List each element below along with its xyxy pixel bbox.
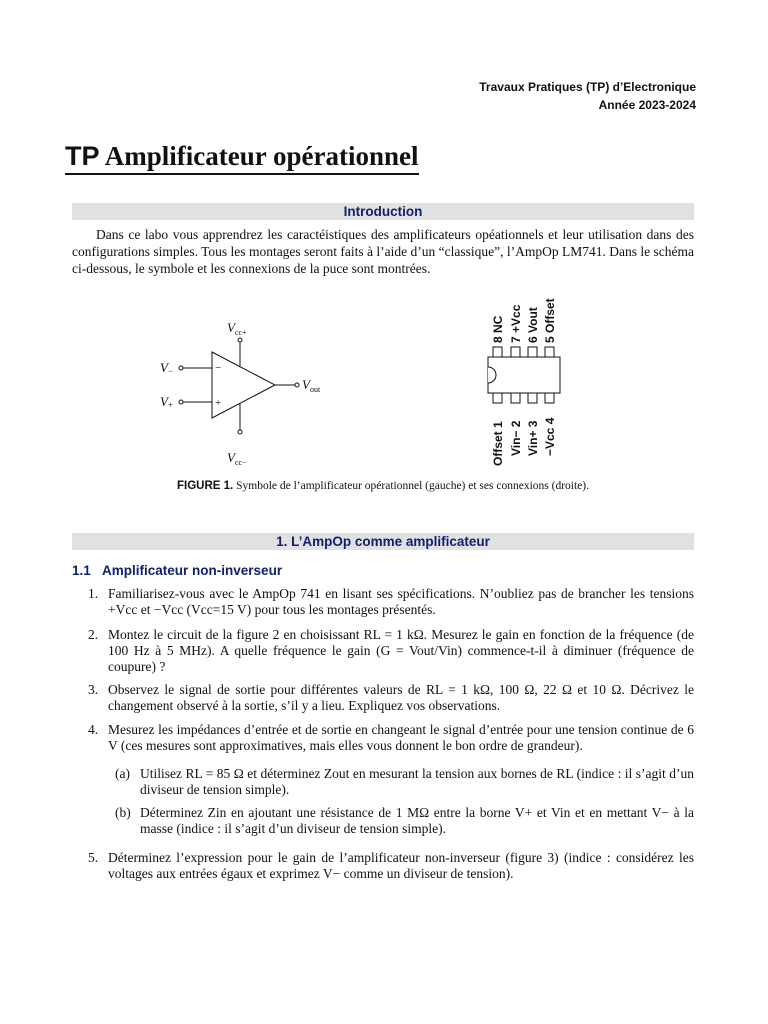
- document-header: [479, 78, 696, 114]
- section-heading-1: 1. L’AmpOp comme amplificateur: [72, 533, 694, 550]
- pin-7: [511, 347, 520, 357]
- academic-year: Année 2023-2024: [598, 98, 696, 112]
- intro-paragraph: Dans ce labo vous apprendrez les caractéistiques des amplificateurs opéationnels et leur utilisation dans des configurations simples. Tous les montages seront faits à l’aide d’un “classique”, l’AmpOp LM741. Dans le schéma ci-dessous, le symbole et les connexions de la puce sont montrées.: [72, 227, 694, 276]
- opamp-triangle: [212, 352, 275, 418]
- pin-2: [511, 393, 520, 403]
- label-vcc-plus: $V_{cc+}$: [227, 320, 247, 337]
- title-prefix: TP: [65, 141, 100, 171]
- list-item: 4. Mesurez les impédances d’entrée et de sortie en changeant le signal d’entrée pour une tension continue de 6 V (ces mesures sont approximatives, mais elles vous donnent le bon ordre de grandeur).: [88, 722, 694, 753]
- title-text: Amplificateur opérationnel: [104, 141, 419, 171]
- section-heading-introduction: Introduction: [72, 203, 694, 220]
- pin-label-4: −Vcc 4: [543, 417, 557, 456]
- caption-text: Symbole de l’amplificateur opérationnel (gauche) et ses connexions (droite).: [236, 480, 589, 492]
- ic-pinout: [488, 347, 560, 403]
- course-title: Travaux Pratiques (TP) d’Electronique: [479, 80, 696, 94]
- page-title: [65, 140, 419, 175]
- pin-label-8: 8 NC: [491, 315, 505, 343]
- sub-list-item: (b) Déterminez Zin en ajoutant une résistance de 1 MΩ entre la borne V+ et Vin et en mettant V− à la masse (indice : il s’agit d’un diviseur de tension simple).: [115, 805, 694, 836]
- pin-label-2: Vin− 2: [509, 420, 523, 456]
- subsection-number: 1.1: [72, 563, 91, 578]
- list-item: 5. Déterminez l’expression pour le gain de l’amplificateur non-inverseur (figure 3) (indice : considérez les voltages aux entrées égaux et exprimez V− comme un diviseur de tension).: [88, 850, 694, 881]
- pin-label-6: 6 Vout: [526, 307, 540, 343]
- pin-8: [493, 347, 502, 357]
- pin-label-5: 5 Offset: [543, 298, 557, 343]
- ic-body: [488, 357, 560, 393]
- label-vminus: V−: [160, 360, 174, 376]
- caption-label: FIGURE 1.: [177, 480, 234, 492]
- list-item: 3. Observez le signal de sortie pour différentes valeurs de RL = 1 kΩ, 100 Ω, 22 Ω et 10 Ω. Décrivez le changement observé à la sortie, s’il y a lieu. Expliquez vos observations.: [88, 682, 694, 713]
- figure-1: [150, 290, 570, 470]
- pin-label-3: Vin+ 3: [526, 420, 540, 456]
- subsection-heading: [72, 563, 282, 578]
- pin-3: [528, 393, 537, 403]
- subsection-title: Amplificateur non-inverseur: [102, 563, 283, 578]
- plus-sign: +: [215, 397, 222, 409]
- pin-label-7: 7 +Vcc: [509, 304, 523, 343]
- pin-5: [545, 347, 554, 357]
- pin-label-1: Offset 1: [491, 421, 505, 466]
- figure-caption: [72, 480, 694, 492]
- pin-1: [493, 393, 502, 403]
- label-vplus: V+: [160, 394, 174, 410]
- pin-6: [528, 347, 537, 357]
- pin-4: [545, 393, 554, 403]
- list-item: 2. Montez le circuit de la figure 2 en choisissant RL = 1 kΩ. Mesurez le gain en fonction de la fréquence (de 100 Hz à 5 MHz). A quelle fréquence le gain (G = Vout/Vin) commence-t-il à diminuer (fréquence de coupure) ?: [88, 627, 694, 674]
- label-vout: $V_{out}$: [302, 377, 321, 394]
- minus-sign: −: [215, 362, 222, 374]
- opamp-symbol: [179, 338, 299, 434]
- list-item: 1. Familiarisez-vous avec le AmpOp 741 en lisant ses spécifications. N’oubliez pas de brancher les tensions +Vcc et −Vcc (Vcc=15 V) pour tous les montages présentés.: [88, 586, 694, 617]
- label-vcc-minus: $V_{cc-}$: [227, 450, 247, 467]
- sub-list-item: (a) Utilisez RL = 85 Ω et déterminez Zout en mesurant la tension aux bornes de RL (indice : il s’agit d’un diviseur de tension simple).: [115, 766, 694, 797]
